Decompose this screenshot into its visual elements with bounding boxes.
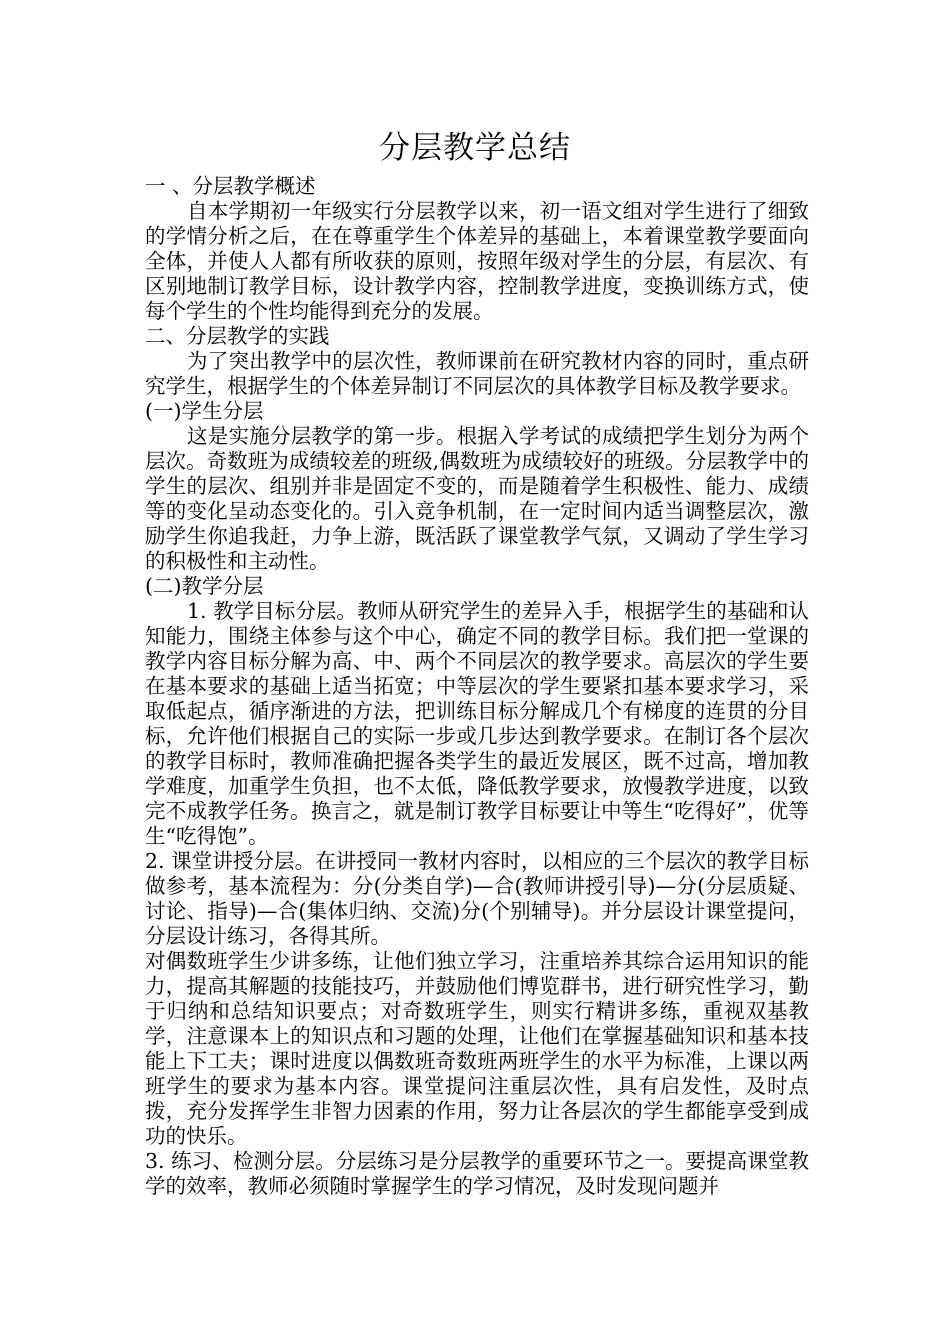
paragraph-practice-intro: 为了突出教学中的层次性，教师课前在研究教材内容的同时，重点研究学生，根据学生的个体差异制订不同层次的具体教学目标及教学要求。 <box>145 349 809 398</box>
page-title: 分层教学总结 <box>379 130 571 166</box>
paragraph-lecture-layering: 2. 课堂讲授分层。在讲授同一教材内容时，以相应的三个层次的教学目标做参考，基本流程为：分(分类自学)—合(教师讲授引导)—分(分层质疑、讨论、指导)—合(集体归纳、交流)分(个别辅导)。并分层设计课堂提问，分层设计练习，各得其所。 <box>145 849 809 948</box>
section-heading-practice: 二、分层教学的实践 <box>145 324 330 348</box>
paragraph-practice-testing: 3. 练习、检测分层。分层练习是分层教学的重要环节之一。要提高课堂教学的效率，教师必须随时掌握学生的学习情况，及时发现问题并 <box>145 1149 809 1198</box>
subsection-heading-teaching-layering: (二)教学分层 <box>145 574 264 598</box>
paragraph-student-layering: 这是实施分层教学的第一步。根据入学考试的成绩把学生划分为两个层次。奇数班为成绩较差的班级,偶数班为成绩较好的班级。分层教学中的学生的层次、组别并非是固定不变的，而是随着学生积极性、能力、成绩等的变化呈动态变化的。引入竞争机制，在一定时间内适当调整层次，激励学生你追我赶，力争上游，既活跃了课堂教学气氛，又调动了学生学习的积极性和主动性。 <box>145 424 809 573</box>
paragraph-goal-layering: 1. 教学目标分层。教师从研究学生的差异入手，根据学生的基础和认知能力，围绕主体参与这个中心，确定不同的教学目标。我们把一堂课的教学内容目标分解为高、中、两个不同层次的教学要求。高层次的学生要在基本要求的基础上适当拓宽；中等层次的学生要紧扣基本要求学习，采取低起点，循序渐进的方法，把训练目标分解成几个有梯度的连贯的分目标，允许他们根据自己的实际一步或几步达到教学要求。在制订各个层次的教学目标时，教师准确把握各类学生的最近发展区，既不过高，增加教学难度，加重学生负担，也不太低，降低教学要求，放慢教学进度，以致完不成教学任务。换言之，就是制订教学目标要让中等生“吃得好”，优等生“吃得饱”。 <box>145 599 809 848</box>
paragraph-overview: 自本学期初一年级实行分层教学以来，初一语文组对学生进行了细致的学情分析之后，在在尊重学生个体差异的基础上，本着课堂教学要面向全体，并使人人都有所收获的原则，按照年级对学生的分层，有层次、有区别地制订教学目标，设计教学内容，控制教学进度，变换训练方式，使每个学生的个性均能得到充分的发展。 <box>145 199 809 323</box>
subsection-heading-student-layering: (一)学生分层 <box>145 399 264 423</box>
paragraph-class-strategy: 对偶数班学生少讲多练，让他们独立学习，注重培养其综合运用知识的能力，提高其解题的技能技巧，并鼓励他们博览群书，进行研究性学习，勤于归纳和总结知识要点；对奇数班学生，则实行精讲多练，重视双基教学，注意课本上的知识点和习题的处理，让他们在掌握基础知识和基本技能上下工夫；课时进度以偶数班奇数班两班学生的水平为标准，上课以两班学生的要求为基本内容。课堂提问注重层次性，具有启发性，及时点拨，充分发挥学生非智力因素的作用，努力让各层次的学生都能享受到成功的快乐。 <box>145 949 809 1148</box>
section-heading-overview: 一 、分层教学概述 <box>145 174 316 198</box>
document-body <box>145 174 809 1199</box>
